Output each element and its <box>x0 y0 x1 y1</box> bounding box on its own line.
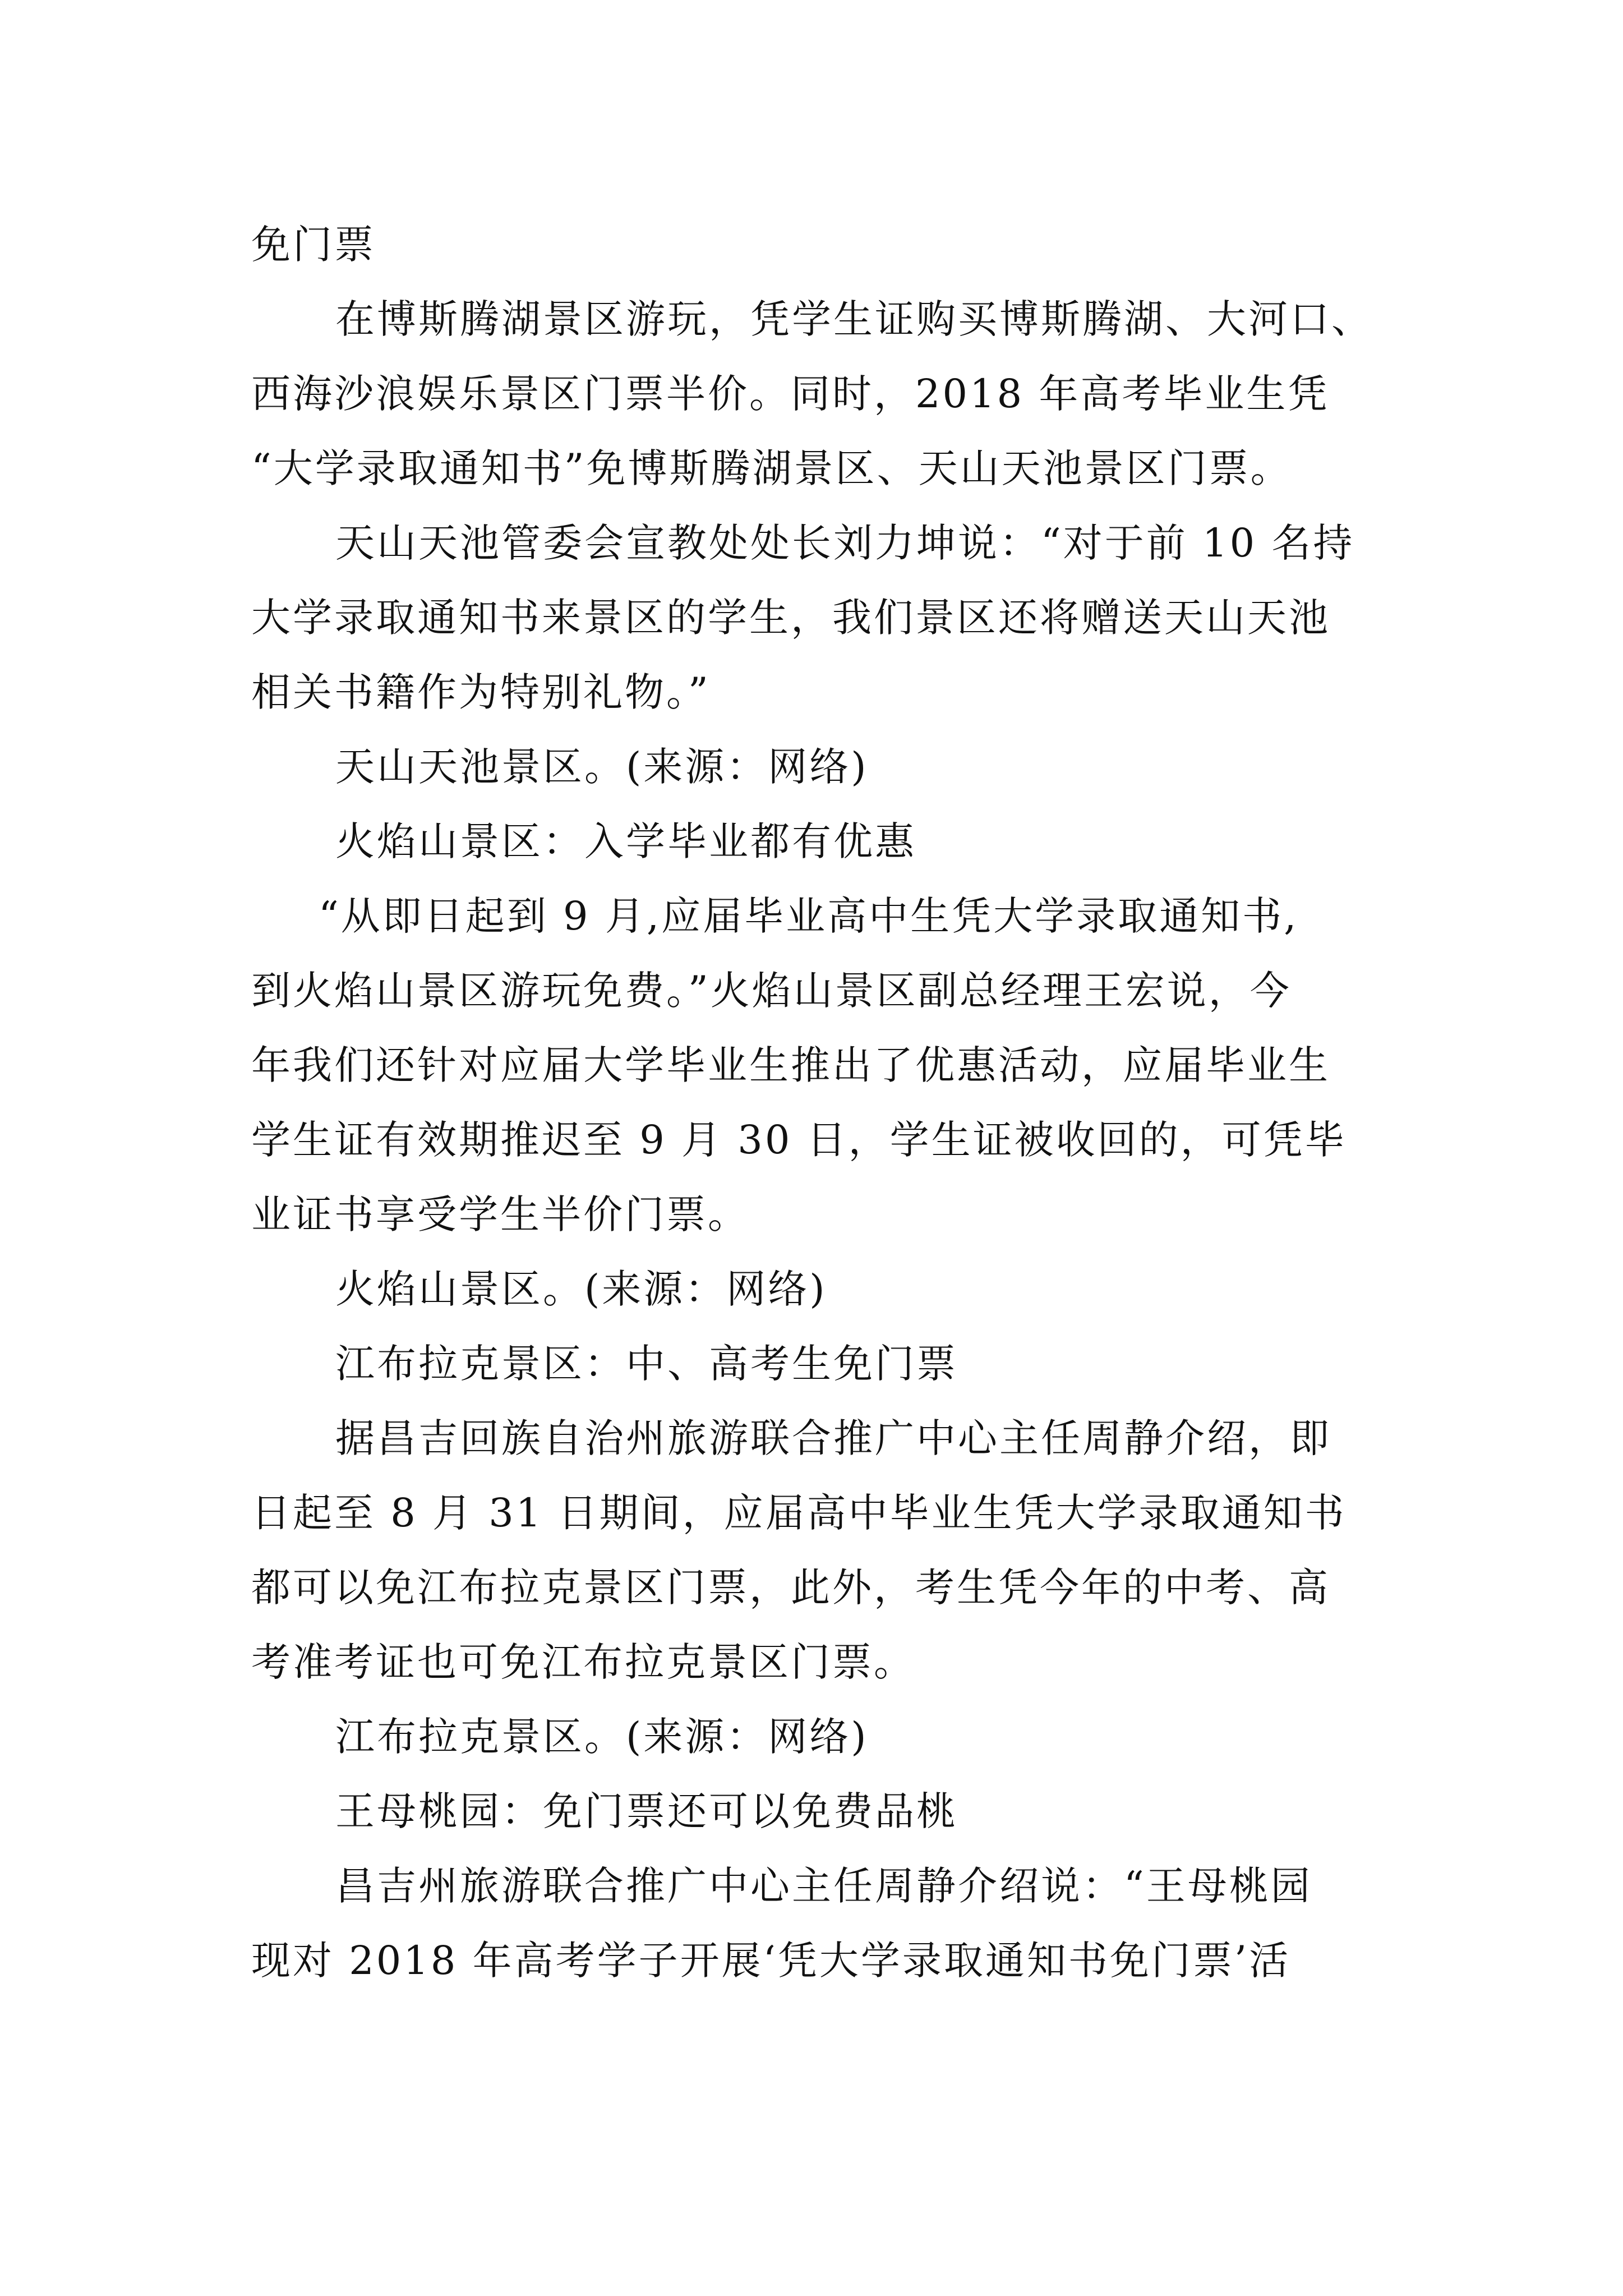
text-line: 免门票 <box>251 222 376 268</box>
section-heading-flaming-mountain: 火焰山景区：入学毕业都有优惠 <box>335 818 916 864</box>
paragraph-peach-garden: 昌吉州旅游联合推广中心主任周静介绍说：“王母桃园 <box>335 1863 1312 1909</box>
text-line: 日起至 8 月 31 日期间，应届高中毕业生凭大学录取通知书 <box>251 1490 1347 1536</box>
paragraph-tianchi-quote: 天山天池管委会宣教处处长刘力坤说：“对于前 10 名持 <box>335 520 1355 566</box>
text-line: 到火焰山景区游玩免费。”火焰山景区副总经理王宏说，今 <box>251 968 1292 1014</box>
text-line: 考准考证也可免江布拉克景区门票。 <box>251 1639 915 1685</box>
paragraph-jiangbulake: 据昌吉回族自治州旅游联合推广中心主任周静介绍，即 <box>335 1415 1331 1461</box>
image-caption-tianchi: 天山天池景区。(来源：网络) <box>335 744 869 790</box>
text-line: 现对 2018 年高考学子开展‘凭大学录取通知书免门票’活 <box>251 1938 1291 1984</box>
paragraph-bosten-lake: 在博斯腾湖景区游玩，凭学生证购买博斯腾湖、大河口、 <box>335 296 1373 342</box>
section-heading-jiangbulake: 江布拉克景区：中、高考生免门票 <box>335 1341 958 1387</box>
text-line: 都可以免江布拉克景区门票，此外，考生凭今年的中考、高 <box>251 1565 1330 1611</box>
text-line: 学生证有效期推迟至 9 月 30 日，学生证被收回的，可凭毕 <box>251 1117 1347 1163</box>
text-line: 业证书享受学生半价门票。 <box>251 1191 749 1237</box>
text-line: 大学录取通知书来景区的学生，我们景区还将赠送天山天池 <box>251 595 1330 641</box>
text-line: 西海沙浪娱乐景区门票半价。同时，2018 年高考毕业生凭 <box>251 371 1330 417</box>
image-caption-jiangbulake: 江布拉克景区。(来源：网络) <box>335 1714 869 1760</box>
text-line: 相关书籍作为特别礼物。” <box>251 669 711 715</box>
text-line: “大学录取通知书”免博斯腾湖景区、天山天池景区门票。 <box>251 445 1292 491</box>
text-line: 年我们还针对应届大学毕业生推出了优惠活动，应届毕业生 <box>251 1042 1330 1088</box>
image-caption-flaming-mountain: 火焰山景区。(来源：网络) <box>335 1266 827 1312</box>
document-page <box>251 208 1378 1998</box>
paragraph-flaming-mountain: “从即日起到 9 月,应届毕业高中生凭大学录取通知书, <box>319 893 1299 939</box>
section-heading-peach-garden: 王母桃园：免门票还可以免费品桃 <box>335 1788 958 1834</box>
